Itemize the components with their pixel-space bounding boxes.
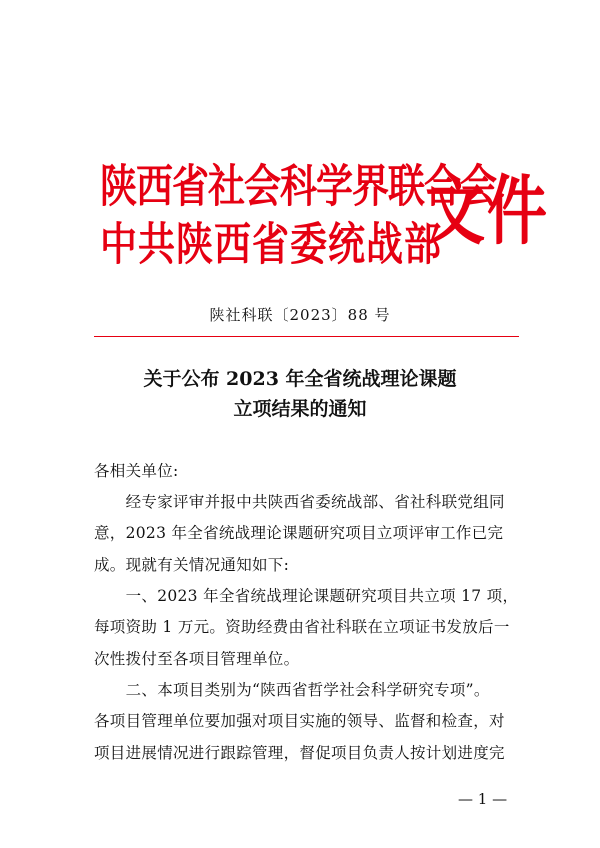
paragraph-1: [94, 487, 524, 581]
issuer-line-1: 陕西省社会科学界联合会: [100, 158, 496, 213]
paragraph-line: 次性拨付至各项目管理单位。: [94, 649, 300, 668]
document-number: 陕社科联〔2023〕88 号: [209, 306, 391, 324]
document-type: 文件: [425, 168, 549, 256]
paragraph-line: 一、2023 年全省统战理论课题研究项目共立项 17 项，: [94, 587, 519, 605]
paragraph-line: 项目进展情况进行跟踪管理，督促项目负责人按计划进度完: [94, 743, 505, 762]
paragraph-line: 经专家评审并报中共陕西省委统战部、省社科联党组同: [94, 493, 505, 511]
paragraph-line: 每项资助 1 万元。资助经费由省社科联在立项证书发放后一: [94, 618, 510, 637]
issuer-line-2: 中共陕西省委统战部: [100, 216, 442, 271]
paragraph-2: [94, 581, 524, 675]
paragraph-3: [94, 675, 524, 769]
paragraph-line: 成。现就有关情况通知如下:: [94, 555, 290, 574]
red-header: [100, 152, 549, 272]
title-line-1: 关于公布 2023 年全省统战理论课题: [143, 368, 457, 390]
red-divider-line: [94, 336, 519, 337]
page-number: — 1 —: [458, 790, 508, 808]
title-line-2: 立项结果的通知: [233, 398, 367, 420]
paragraph-line: 各项目管理单位要加强对项目实施的领导、监督和检查，对: [94, 712, 505, 731]
paragraph-line: 二、本项目类别为“陕西省哲学社会科学研究专项”。: [94, 681, 490, 699]
paragraph-line: 意，2023 年全省统战理论课题研究项目立项评审工作已完: [94, 524, 504, 543]
salutation: 各相关单位:: [94, 462, 179, 480]
